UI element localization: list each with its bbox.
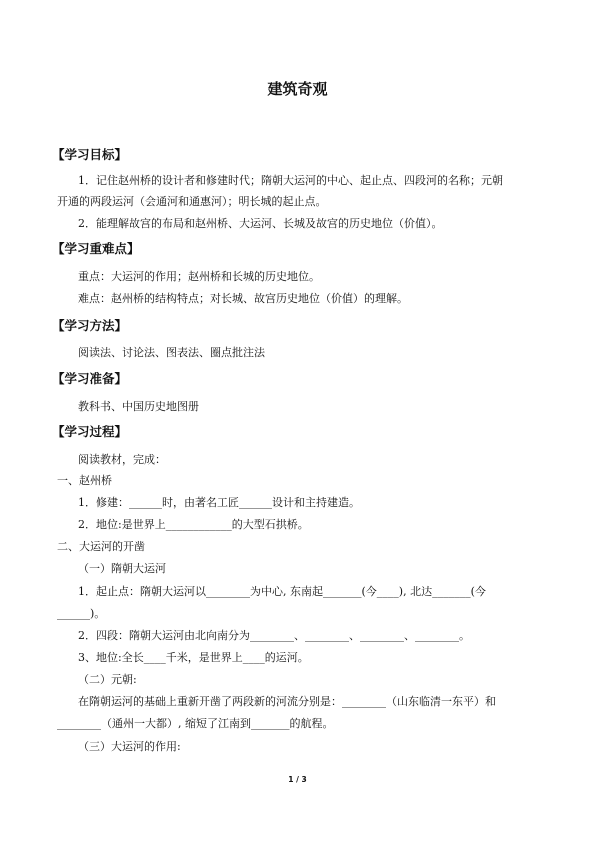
preparation-line-1: 教科书、中国历史地图册 xyxy=(78,400,199,413)
section-heading-process: 【学习过程】 xyxy=(52,424,128,439)
section-heading-methods: 【学习方法】 xyxy=(52,318,128,333)
goals-line-2: 开通的两段运河（会通河和通惠河）；明长城的起止点。 xyxy=(57,195,327,208)
key-points-line-2: 难点：赵州桥的结构特点；对长城、故宫历史地位（价值）的理解。 xyxy=(78,292,408,305)
process-line-4: 2．地位:是世界上____________的大型石拱桥。 xyxy=(78,518,309,531)
page-title: 建筑奇观 xyxy=(267,80,328,98)
process-line-10: 3、地位:全长____千米，是世界上____的运河。 xyxy=(78,651,309,664)
process-line-1: 阅读教材，完成： xyxy=(78,453,166,466)
process-line-9: 2．四段：隋朝大运河由北向南分为________、________、________、________。 xyxy=(78,629,470,642)
page-indicator: 1 / 3 xyxy=(288,775,307,784)
goals-line-1: 1．记住赵州桥的设计者和修建时代；隋朝大运河的中心、起止点、四段河的名称；元朝 xyxy=(78,174,503,187)
process-line-6: （一）隋朝大运河 xyxy=(78,562,166,575)
process-line-12: 在隋朝运河的基础上重新开凿了两段新的河流分别是：________（山东临清一东平）和 xyxy=(78,695,496,708)
section-heading-preparation: 【学习准备】 xyxy=(52,371,128,386)
process-line-14: （三）大运河的作用: xyxy=(78,740,181,753)
methods-line-1: 阅读法、讨论法、图表法、圈点批注法 xyxy=(78,346,265,359)
process-line-7: 1．起止点：隋朝大运河以________为中心, 东南起_______(今____), 北达_______(今 xyxy=(78,585,486,598)
section-heading-key-points: 【学习重难点】 xyxy=(52,241,140,256)
process-line-2: 一、赵州桥 xyxy=(57,474,112,487)
goals-line-3: 2．能理解故宫的布局和赵州桥、大运河、长城及故宫的历史地位（价值）。 xyxy=(78,217,443,230)
process-line-3: 1．修建：______时，由著名工匠______设计和主持建造。 xyxy=(78,496,360,509)
process-line-8: ______)。 xyxy=(57,607,106,620)
process-line-11: （二）元朝: xyxy=(78,673,137,686)
process-line-5: 二、大运河的开凿 xyxy=(57,540,145,553)
section-heading-goals: 【学习目标】 xyxy=(52,147,128,162)
key-points-line-1: 重点：大运河的作用；赵州桥和长城的历史地位。 xyxy=(78,270,320,283)
process-line-13: ________（通州一大都）, 缩短了江南到_______的航程。 xyxy=(57,717,334,730)
